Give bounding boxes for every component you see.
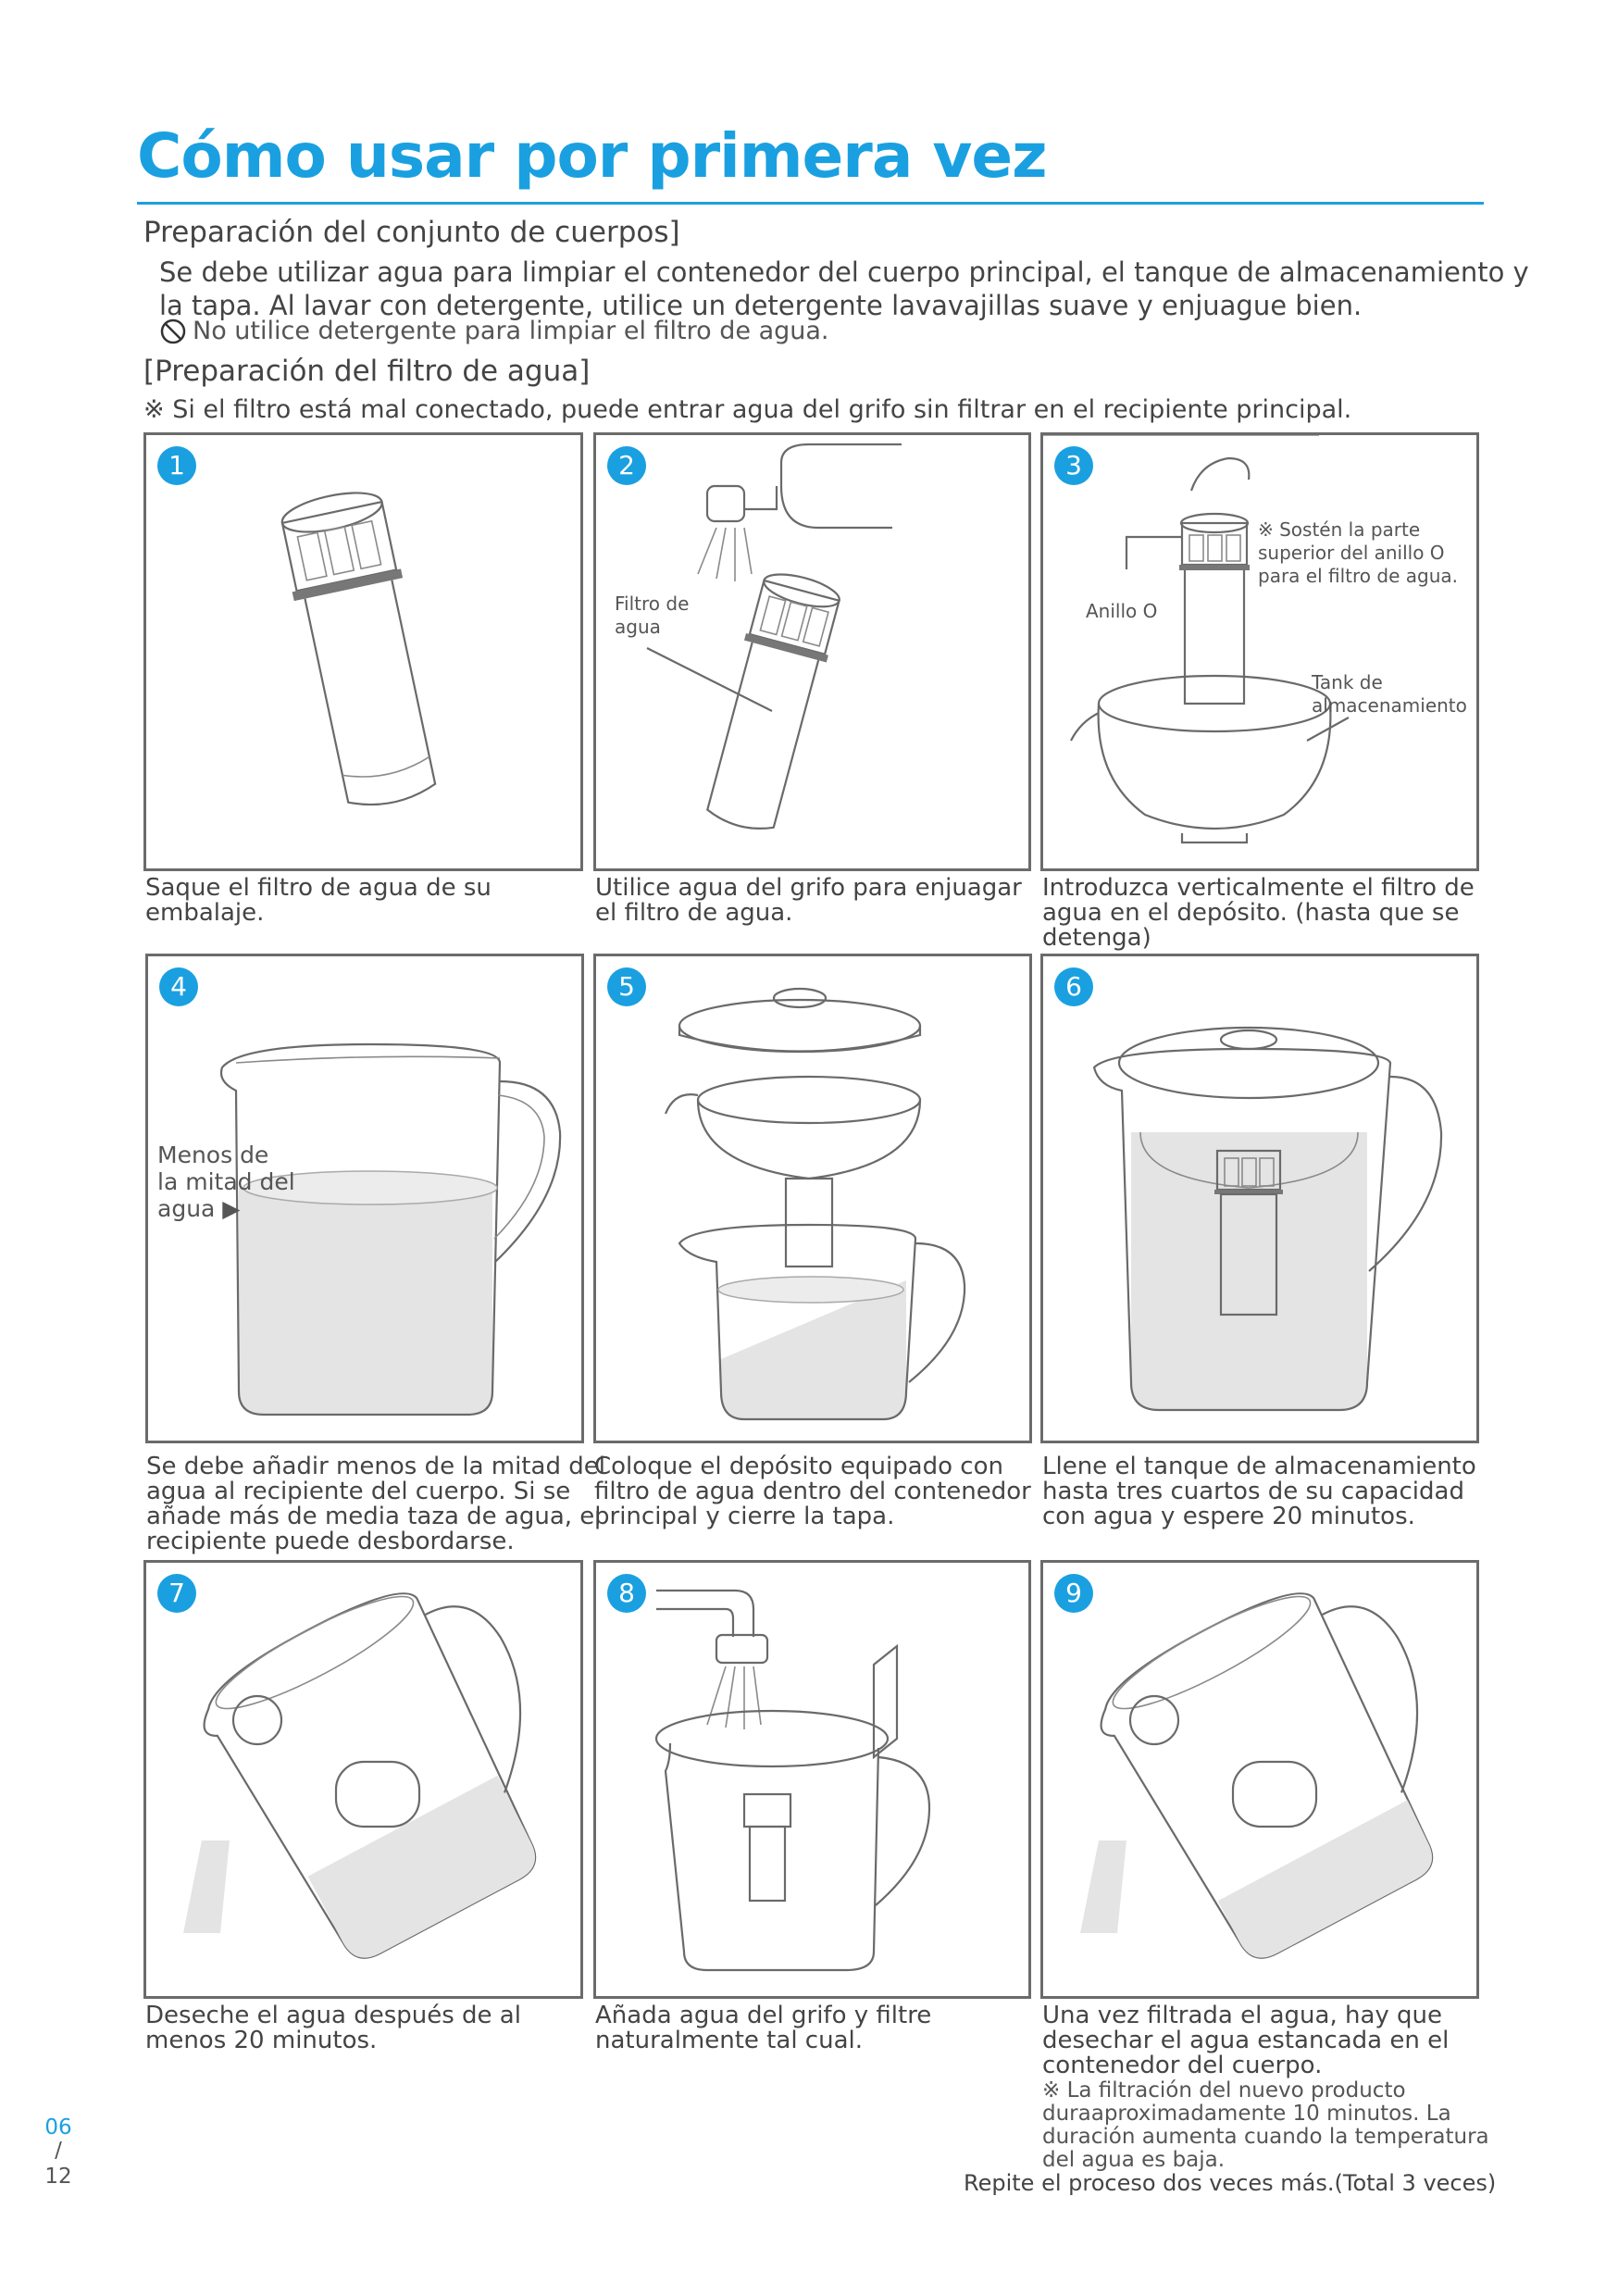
pitcher-filled-illustration — [1043, 956, 1476, 1441]
step-badge-4: 4 — [159, 967, 198, 1006]
caption-line: Se debe añadir menos de la mitad del — [146, 1453, 605, 1480]
caption-line: Deseche el agua después de al — [145, 2002, 521, 2029]
label-less-than-half — [157, 1142, 295, 1222]
step-caption-9 — [1042, 2003, 1449, 2078]
step-caption-5 — [594, 1454, 1031, 1529]
title-divider — [137, 202, 1484, 205]
label-line: ※ Sostén la parte — [1258, 518, 1421, 541]
step-panel-3 — [1040, 432, 1479, 871]
step-panel-5 — [593, 954, 1032, 1443]
repeat-note: Repite el proceso dos veces más.(Total 3 veces) — [964, 2170, 1497, 2196]
caption-line: filtro de agua dentro del contenedor — [594, 1478, 1031, 1505]
discard-water-illustration — [1043, 1563, 1476, 1996]
label-line: agua — [615, 616, 661, 638]
step-badge-1: 1 — [157, 446, 196, 485]
label-o-ring: Anillo O — [1086, 600, 1158, 622]
step-badge-8: 8 — [607, 1574, 646, 1613]
page-number-separator: / — [55, 2139, 62, 2163]
note-line: duración aumenta cuando la temperatura — [1042, 2125, 1489, 2149]
page-number-total: 12 — [44, 2165, 72, 2189]
step-badge-9: 9 — [1054, 1574, 1093, 1613]
caption-line: Una vez filtrada el agua, hay que — [1042, 2002, 1443, 2029]
warning-line — [159, 317, 829, 346]
label-water-filter — [615, 593, 689, 639]
step-badge-3: 3 — [1054, 446, 1093, 485]
caption-line: con agua y espere 20 minutos. — [1042, 1503, 1415, 1530]
caption-line: Coloque el depósito equipado con — [594, 1453, 1003, 1480]
caption-line: Añada agua del grifo y filtre — [595, 2002, 932, 2029]
caption-line: Llene el tanque de almacenamiento — [1042, 1453, 1476, 1480]
caption-line: Introduzca verticalmente el filtro de — [1042, 874, 1475, 902]
label-line: la mitad del — [157, 1168, 295, 1195]
step-panel-9 — [1040, 1560, 1479, 1999]
insert-filter-tank-illustration — [1043, 435, 1476, 868]
section-body-paragraph-line1: Se debe utilizar agua para limpiar el contenedor del cuerpo principal, el tanque de almacenamiento y — [159, 256, 1529, 288]
label-line: Menos de — [157, 1142, 269, 1168]
section-body-paragraph-line2: la tapa. Al lavar con detergente, utilice un detergente lavavajillas suave y enjuague bien. — [159, 290, 1363, 321]
step-panel-6 — [1040, 954, 1479, 1443]
step-caption-8 — [595, 2003, 931, 2053]
page-title: Cómo usar por primera vez — [137, 120, 1047, 192]
step-panel-8 — [593, 1560, 1031, 1999]
caption-line: menos 20 minutos. — [145, 2027, 378, 2054]
caption-line: detenga) — [1042, 924, 1151, 952]
label-line: Tank de — [1312, 671, 1383, 693]
step-panel-4 — [145, 954, 584, 1443]
assemble-pitcher-illustration — [596, 956, 1029, 1441]
filter-cartridge-illustration — [146, 435, 580, 868]
pour-out-water-illustration — [146, 1563, 580, 1996]
label-line: agua ▶ — [157, 1195, 241, 1222]
step-caption-7 — [145, 2003, 521, 2053]
step-caption-3 — [1042, 876, 1475, 951]
section-heading-body: Preparación del conjunto de cuerpos] — [143, 216, 680, 249]
caption-line: Utilice agua del grifo para enjuagar — [595, 874, 1022, 902]
caption-line: recipiente puede desbordarse. — [146, 1528, 515, 1555]
step-caption-1 — [145, 876, 492, 926]
caption-line: embalaje. — [145, 899, 265, 927]
section-heading-filter: [Preparación del filtro de agua] — [143, 355, 591, 388]
caption-line: el filtro de agua. — [595, 899, 793, 927]
caption-line: desechar el agua estancada en el — [1042, 2027, 1450, 2054]
page-number-current: 06 — [44, 2115, 72, 2140]
label-storage-tank — [1312, 671, 1467, 718]
step-caption-2 — [595, 876, 1022, 926]
caption-line: añade más de media taza de agua, el — [146, 1503, 602, 1530]
note-line: duraaproximadamente 10 minutos. La — [1042, 2102, 1451, 2126]
caption-line: agua en el depósito. (hasta que se — [1042, 899, 1460, 927]
caption-line: agua al recipiente del cuerpo. Si se — [146, 1478, 571, 1505]
step-badge-6: 6 — [1054, 967, 1093, 1006]
step-badge-7: 7 — [157, 1574, 196, 1613]
label-line: Filtro de — [615, 593, 690, 615]
step-panel-2 — [593, 432, 1031, 871]
caption-line: Saque el filtro de agua de su — [145, 874, 492, 902]
step-caption-6 — [1042, 1454, 1476, 1529]
caption-line: hasta tres cuartos de su capacidad — [1042, 1478, 1464, 1505]
caption-line: principal y cierre la tapa. — [594, 1503, 895, 1530]
caption-line: naturalmente tal cual. — [595, 2027, 863, 2054]
label-line: almacenamiento — [1312, 694, 1467, 717]
step-caption-4 — [146, 1454, 605, 1554]
warning-text: No utilice detergente para limpiar el filtro de agua. — [193, 317, 829, 345]
step-panel-1 — [143, 432, 583, 871]
filter-note: ※ Si el filtro está mal conectado, puede entrar agua del grifo sin filtrar en el recipiente principal. — [143, 395, 1352, 424]
refill-tap-water-illustration — [596, 1563, 1028, 1996]
label-hold-ring — [1258, 518, 1458, 588]
caption-line: contenedor del cuerpo. — [1042, 2052, 1323, 2079]
step-panel-7 — [143, 1560, 583, 1999]
faucet-rinse-illustration — [596, 435, 1028, 868]
prohibited-icon — [159, 318, 187, 345]
step-note-9 — [1042, 2079, 1489, 2172]
label-line: superior del anillo O — [1258, 542, 1445, 564]
step-badge-2: 2 — [607, 446, 646, 485]
label-line: para el filtro de agua. — [1258, 565, 1458, 587]
note-line: ※ La filtración del nuevo producto — [1042, 2078, 1406, 2103]
step-badge-5: 5 — [607, 967, 646, 1006]
note-line: del agua es baja. — [1042, 2148, 1226, 2172]
